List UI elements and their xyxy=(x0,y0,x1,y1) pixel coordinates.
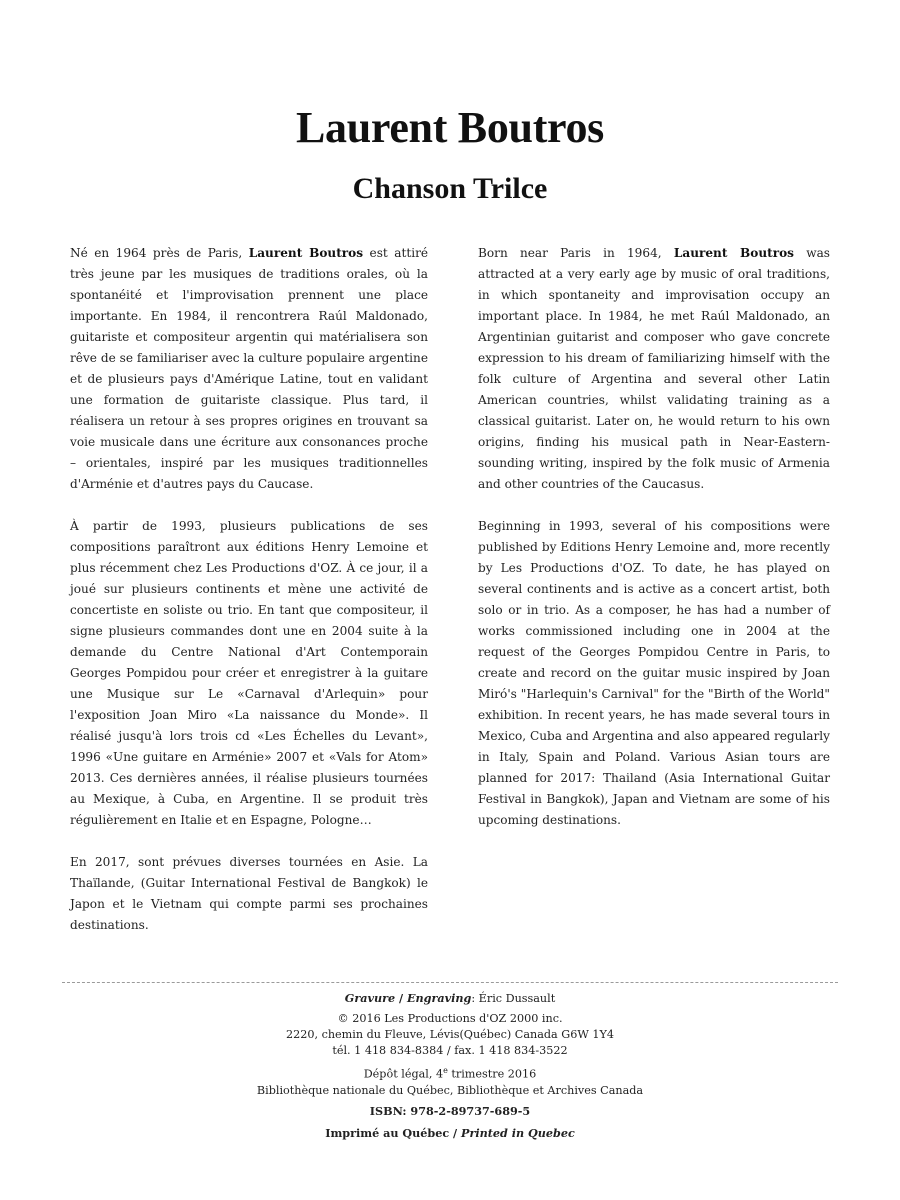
french-paragraph-1: Né en 1964 près de Paris, Laurent Boutros est attiré très jeune par les musiques de traditions orales, où la spontanéité et l'improvisation prennent une place importante. En 1984, il rencontrera Raúl Maldonado, guitariste et compositeur argentin qui matérialisera son rêve de se familiariser avec la culture populaire argentine et de plusieurs pays d'Amérique Latine, tout en validant une formation de guitariste classique. Plus tard, il réalisera un retour à ses propres origines en trouvant sa voie musicale dans une écriture aux consonances proche – orientales, inspiré par les musiques traditionnelles d'Arménie et d'autres pays du Caucase. xyxy=(70,246,429,491)
libraries: Bibliothèque nationale du Québec, Bibliothèque et Archives Canada xyxy=(256,1083,644,1097)
legal-deposit: Dépôt légal, 4e trimestre 2016 xyxy=(363,1066,537,1081)
divider xyxy=(62,982,838,983)
publisher-phone: tél. 1 418 834-8384 / fax. 1 418 834-3522 xyxy=(332,1044,568,1057)
french-paragraph-2: À partir de 1993, plusieurs publications de ses compositions paraîtront aux éditions Henry Lemoine et plus récemment chez Les Productions d'OZ. À ce jour, il a joué sur plusieurs continents et mène une activité de concertiste en soliste ou trio. En tant que compositeur, il signe plusieurs commandes dont une en 2004 suite à la demande du Centre National d'Art Contemporain Georges Pompidou pour créer et enregistrer à la guitare une Musique sur Le «Carnaval d'Arlequin» pour l'exposition Joan Miro «La naissance du Monde». Il réalisé jusqu'à lors trois cd «Les Échelles du Levant», 1996 «Une guitare en Arménie» 2007 et «Vals for Atom» 2013. Ces dernières années, il réalise plusieurs tournées au Mexique, à Cuba, en Argentine. Il se produit très régulièrement en Italie et en Espagne, Pologne… xyxy=(70,519,428,827)
printed-in: Imprimé au Québec / Printed in Quebec xyxy=(325,1125,575,1140)
english-paragraph-2: Beginning in 1993, several of his compositions were published by Editions Henry Lemoine and, more recently by Les Productions d'OZ. To date, he has played on several continents and is active as a concert artist, both solo or in trio. As a composer, he has had a number of works commissioned including one in 2004 at the request of the Georges Pompidou Centre in Paris, to create and record on the guitar music inspired by Joan Miró's "Harlequin's Carnival" for the "Birth of the World" exhibition. In recent years, he has made several tours in Mexico, Cuba and Argentina and also appeared regularly in Italy, Spain and Poland. Various Asian tours are planned for 2017: Thailand (Asia International Guitar Festival in Bangkok), Japan and Vietnam are some of his upcoming destinations. xyxy=(478,519,830,827)
english-paragraph-1: Born near Paris in 1964, Laurent Boutros was attracted at a very early age by music of oral traditions, in which spontaneity and improvisation occupy an important place. In 1984, he met Raúl Maldonado, an Argentinian guitarist and composer who gave concrete expression to his dream of familiarizing himself with the folk culture of Argentina and several other Latin American countries, whilst validating training as a classical guitarist. Later on, he would return to his own origins, finding his musical path in Near-Eastern-sounding writing, inspired by the folk music of Armenia and other countries of the Caucasus. xyxy=(478,246,830,491)
copyright: © 2016 Les Productions d'OZ 2000 inc. xyxy=(337,1012,563,1025)
french-paragraph-3: En 2017, sont prévues diverses tournées en Asie. La Thaïlande, (Guitar International Festival de Bangkok) le Japon et le Vietnam qui compte parmi ses prochaines destinations. xyxy=(70,855,428,932)
page-subtitle: Chanson Trilce xyxy=(352,172,548,205)
page-title: Laurent Boutros xyxy=(295,103,605,152)
credits xyxy=(0,990,900,1142)
english-biography xyxy=(478,243,830,852)
french-artist-name: Laurent Boutros xyxy=(248,246,364,260)
english-artist-name: Laurent Boutros xyxy=(673,246,794,260)
engraving-credit: Gravure / Engraving: Éric Dussault xyxy=(344,991,556,1005)
french-biography xyxy=(70,243,428,957)
publisher-address: 2220, chemin du Fleuve, Lévis(Québec) Canada G6W 1Y4 xyxy=(285,1028,614,1041)
isbn: ISBN: 978-2-89737-689-5 xyxy=(369,1103,531,1118)
